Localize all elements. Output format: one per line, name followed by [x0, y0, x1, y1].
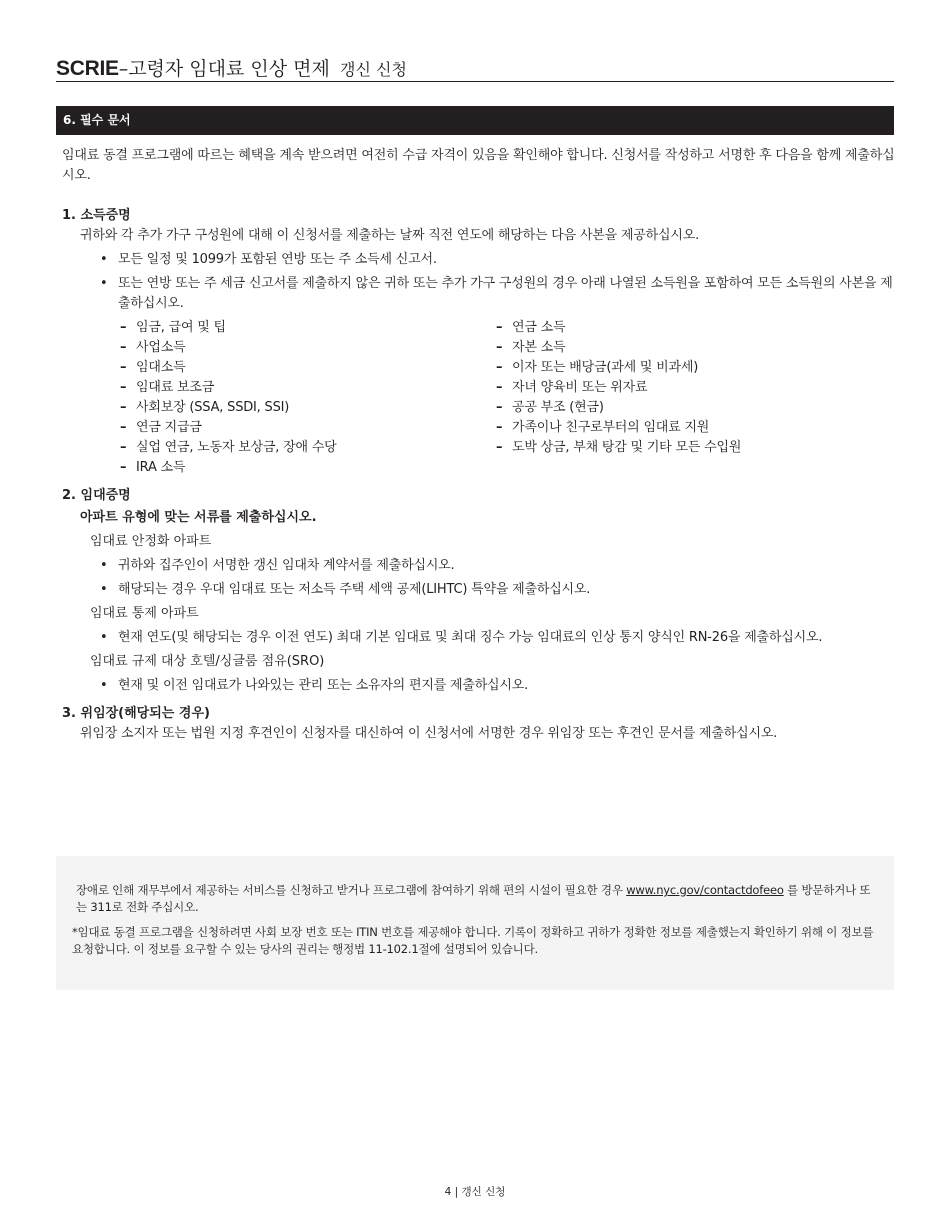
income-source-item: – 사업소득 — [120, 338, 496, 358]
income-source-item: – 임대소득 — [120, 358, 496, 378]
section-title-bar: 6. 필수 문서 — [56, 106, 894, 135]
contact-link[interactable]: www.nyc.gov/contactdofeeo — [626, 883, 784, 897]
income-sources-left — [120, 318, 496, 478]
program-acronym: SCRIE — [56, 57, 119, 80]
accessibility-notice — [72, 882, 874, 916]
income-source-item: – 자본 소득 — [496, 338, 872, 358]
accessibility-tail: 를 방문하거나 또는 311로 전화 주십시오. — [76, 883, 871, 914]
income-source-item: – 도박 상금, 부채 탕감 및 기타 모든 수입원 — [496, 438, 872, 458]
lease-proof-section — [62, 486, 896, 696]
income-source-item: – IRA 소득 — [120, 458, 496, 478]
section-content — [62, 146, 896, 744]
privacy-notice: *임대료 동결 프로그램을 신청하려면 사회 보장 번호 또는 ITIN 번호를 제공해야 합니다. 기록이 정확하고 귀하가 정확한 정보를 제출했는지 확인하기 위해 이 정보를 요청합니다. 이 정보를 요구할 수 있는 당사의 권리는 행정법 11-102.1절에 설명되어 있습니다. — [72, 925, 874, 956]
income-source-item: – 연금 소득 — [496, 318, 872, 338]
income-proof-bullets — [62, 250, 896, 314]
controlled-apartment-heading: 임대료 통제 아파트 — [90, 606, 199, 621]
income-source-item: – 자녀 양육비 또는 위자료 — [496, 378, 872, 398]
income-source-item: – 공공 부조 (현금) — [496, 398, 872, 418]
power-of-attorney-heading: 3. 위임장(해당되는 경우) — [62, 706, 210, 721]
page-title — [56, 50, 894, 84]
income-source-item: – 임대료 보조금 — [120, 378, 496, 398]
income-source-item: – 가족이나 친구로부터의 임대료 지원 — [496, 418, 872, 438]
lease-proof-heading: 2. 임대증명 — [62, 488, 131, 503]
lease-proof-instruction: 아파트 유형에 맞는 서류를 제출하십시오. — [80, 510, 317, 525]
page-header — [56, 50, 894, 82]
list-item: • 현재 연도(및 해당되는 경우 이전 연도) 최대 기본 임대료 및 최대 징수 가능 임대료의 인상 통지 양식인 RN-26을 제출하십시오. — [100, 628, 896, 648]
income-source-item: – 사회보장 (SSA, SSDI, SSI) — [120, 398, 496, 418]
list-item: • 또는 연방 또는 주 세금 신고서를 제출하지 않은 귀하 또는 추가 가구 구성원의 경우 아래 나열된 소득원을 포함하여 모든 소득원의 사본을 제출하십시오. — [100, 274, 896, 314]
form-type: 갱신 신청 — [340, 60, 407, 79]
sro-bullets — [62, 676, 896, 696]
notice-box — [56, 856, 894, 990]
list-item: • 현재 및 이전 임대료가 나와있는 관리 또는 소유자의 편지를 제출하십시오. — [100, 676, 896, 696]
sro-heading: 임대료 규제 대상 호텔/싱글룸 점유(SRO) — [90, 654, 325, 669]
income-sources — [62, 318, 896, 478]
page-footer: 4 | 갱신 신청 — [444, 1186, 506, 1198]
accessibility-text: 장애로 인해 재무부에서 제공하는 서비스를 신청하고 받거나 프로그램에 참여하기 위해 편의 시설이 필요한 경우 — [76, 883, 627, 897]
controlled-apartment-bullets — [62, 628, 896, 648]
power-of-attorney-section — [62, 704, 896, 744]
income-source-item: – 임금, 급여 및 팁 — [120, 318, 496, 338]
income-proof-heading: 1. 소득증명 — [62, 208, 131, 223]
list-item: • 귀하와 집주인이 서명한 갱신 임대차 계약서를 제출하십시오. — [100, 556, 896, 576]
list-item: • 해당되는 경우 우대 임대료 또는 저소득 주택 세액 공제(LIHTC) 특약을 제출하십시오. — [100, 580, 896, 600]
list-item: • 모든 일정 및 1099가 포함된 연방 또는 주 소득세 신고서. — [100, 250, 896, 270]
income-source-item: – 연금 지급금 — [120, 418, 496, 438]
title-dash: – — [118, 58, 129, 80]
income-source-item: – 이자 또는 배당금(과세 및 비과세) — [496, 358, 872, 378]
section-intro: 임대료 동결 프로그램에 따르는 혜택을 계속 받으려면 여전히 수급 자격이 있음을 확인해야 합니다. 신청서를 작성하고 서명한 후 다음을 함께 제출하십시오. — [62, 148, 895, 183]
stabilized-apartment-heading: 임대료 안정화 아파트 — [90, 534, 212, 549]
stabilized-apartment-bullets — [62, 556, 896, 600]
income-proof-description: 귀하와 각 추가 가구 구성원에 대해 이 신청서를 제출하는 날짜 직전 연도에 해당하는 다음 사본을 제공하십시오. — [80, 228, 700, 243]
power-of-attorney-description: 위임장 소지자 또는 법원 지정 후견인이 신청자를 대신하여 이 신청서에 서명한 경우 위임장 또는 후견인 문서를 제출하십시오. — [80, 726, 778, 741]
program-name: 고령자 임대료 인상 면제 — [128, 58, 330, 80]
income-proof-section — [62, 206, 896, 478]
income-sources-right — [496, 318, 872, 478]
income-source-item: – 실업 연금, 노동자 보상금, 장애 수당 — [120, 438, 496, 458]
